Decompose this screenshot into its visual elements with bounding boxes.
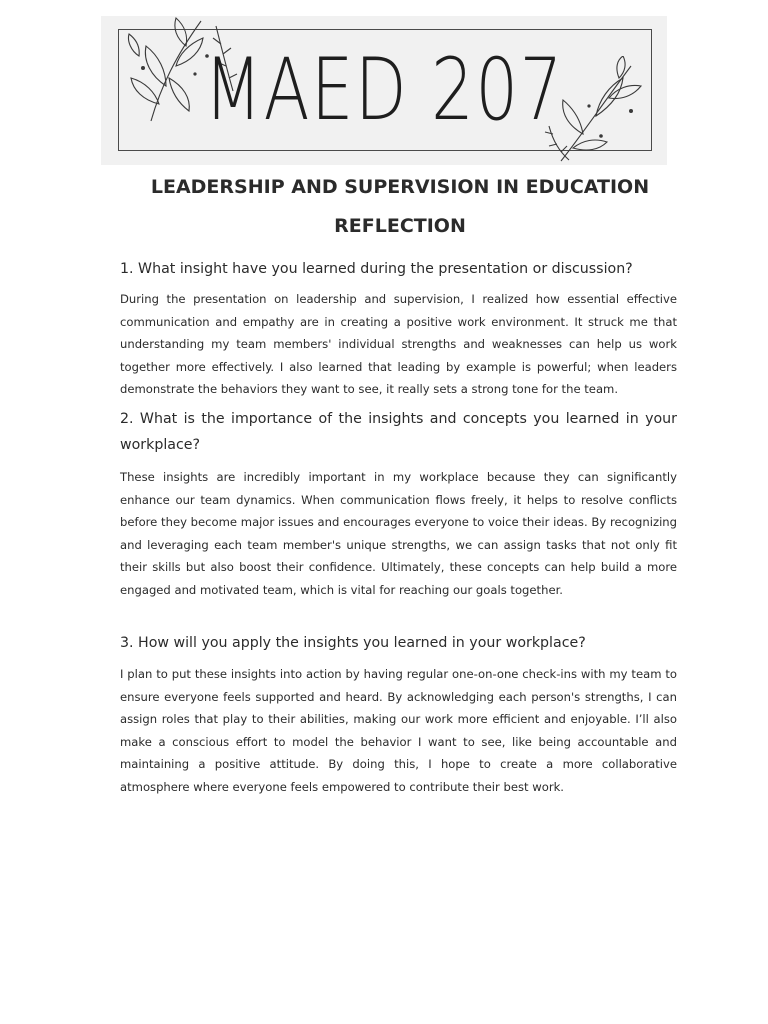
answer-3: I plan to put these insights into action by having regular one-on-one check-ins with my team to ensure everyone feels supported and heard. By acknowledging each person's strengths, I can assign roles that play to their abilities, making our work more efficient and enjoyable. I’ll also make a conscious effort to model the behavior I want to see, like being accountable and maintaining a positive attitude. By doing this, I hope to create a more collaborative atmosphere where everyone feels empowered to contribute their best work. — [120, 667, 677, 794]
answer-1: During the presentation on leadership and supervision, I realized how essential effective communication and empathy are in creating a positive work environment. It struck me that understanding my team members' individual strengths and weaknesses can help us work together more effectively. I also learned that leading by example is powerful; when leaders demonstrate the behaviors they want to see, it really sets a strong tone for the team. — [120, 292, 677, 397]
course-code-title: MAED 207 — [204, 40, 564, 140]
question-2: 2. What is the importance of the insights and concepts you learned in your workplace? — [120, 411, 677, 453]
document-subtitle: REFLECTION — [334, 215, 466, 237]
answer-2: These insights are incredibly important in my workplace because they can significantly enhance our team dynamics. When communication flows freely, it helps to resolve conflicts before they become major issues and encourages everyone to voice their ideas. By recognizing and leveraging each team member's unique strengths, we can assign tasks that not only fit their skills but also boost their confidence. Ultimately, these concepts can help build a more engaged and motivated team, which is vital for reaching our goals together. — [120, 470, 677, 597]
question-1: 1. What insight have you learned during the presentation or discussion? — [120, 261, 633, 277]
leaf-branch-right-icon — [541, 56, 651, 166]
question-3: 3. How will you apply the insights you learned in your workplace? — [120, 635, 586, 651]
header-banner — [101, 16, 667, 165]
document-title: LEADERSHIP AND SUPERVISION IN EDUCATION — [150, 176, 650, 198]
